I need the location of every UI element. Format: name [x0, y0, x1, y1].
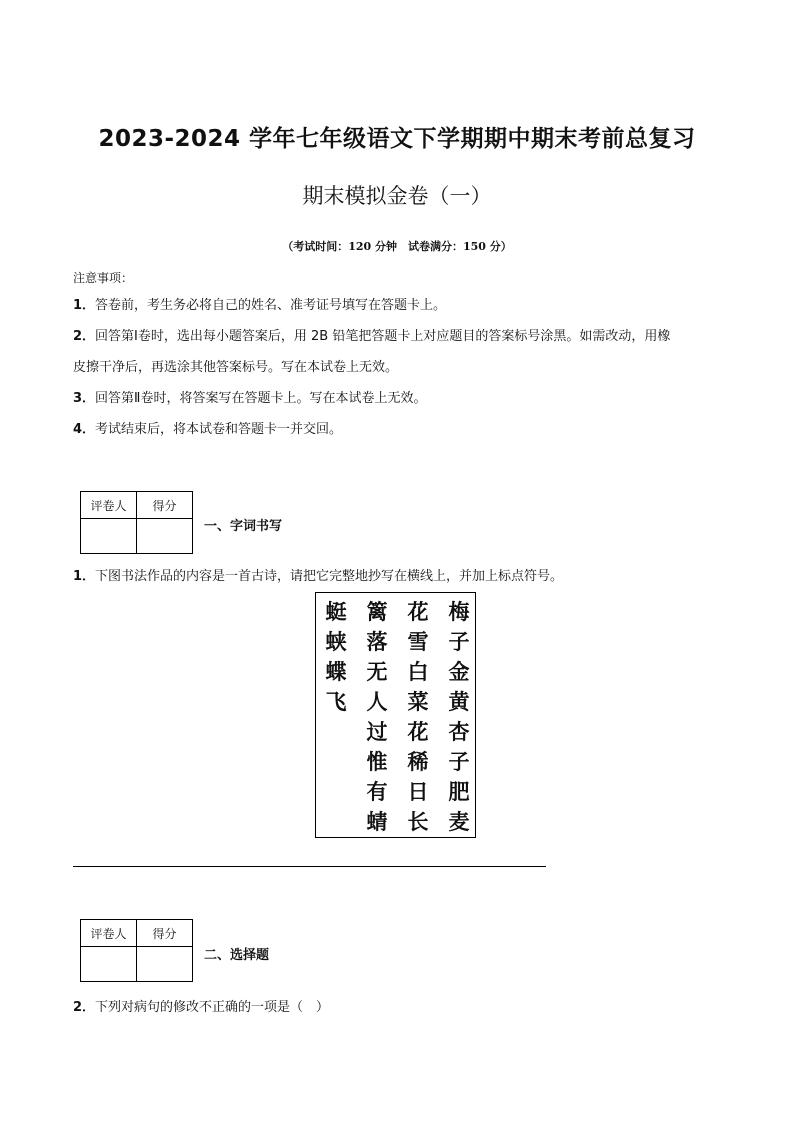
- question-number: 1．: [73, 569, 96, 584]
- calligraphy-column-1: [444, 597, 474, 837]
- grader-label: 评卷人: [81, 920, 137, 947]
- calligraphy-char: 日: [407, 779, 429, 804]
- calligraphy-column-2: [403, 597, 433, 837]
- question-text: 下图书法作品的内容是一首古诗，请把它完整地抄写在横线上，并加上标点符号。: [95, 569, 564, 584]
- answer-line[interactable]: [73, 866, 546, 867]
- calligraphy-char: 麦: [448, 809, 470, 834]
- calligraphy-char: 有: [366, 779, 388, 804]
- calligraphy-char: 菜: [407, 689, 429, 714]
- calligraphy-char: 花: [407, 719, 429, 744]
- note-number: 2．: [73, 329, 96, 344]
- note-item: [73, 352, 723, 383]
- note-number: 3．: [73, 391, 96, 406]
- notes-section: [73, 266, 723, 445]
- score-table-section1: [80, 491, 193, 554]
- calligraphy-char: 蜓: [325, 599, 347, 624]
- note-text: 考试结束后，将本试卷和答题卡一并交回。: [95, 422, 343, 437]
- calligraphy-char: 金: [448, 659, 470, 684]
- calligraphy-char: 杏: [448, 719, 470, 744]
- calligraphy-char: 雪: [407, 629, 429, 654]
- calligraphy-column-4: [321, 597, 351, 717]
- exam-subtitle: 期末模拟金卷（一）: [302, 184, 492, 208]
- note-text: 回答第Ⅱ卷时，将答案写在答题卡上。写在本试卷上无效。: [95, 391, 427, 406]
- calligraphy-char: 梅: [448, 599, 470, 624]
- question-1: [73, 565, 563, 584]
- note-number: 4．: [73, 422, 96, 437]
- calligraphy-image: [315, 592, 476, 838]
- note-text: 皮擦干净后，再选涂其他答案标号。写在本试卷上无效。: [73, 360, 399, 375]
- calligraphy-char: 花: [407, 599, 429, 624]
- calligraphy-char: 惟: [366, 749, 388, 774]
- note-text: 答卷前，考生务必将自己的姓名、准考证号填写在答题卡上。: [95, 298, 447, 313]
- calligraphy-char: 人: [366, 689, 388, 714]
- calligraphy-char: 肥: [448, 779, 470, 804]
- score-label: 得分: [137, 920, 193, 947]
- calligraphy-char: 稀: [407, 749, 429, 774]
- note-item: [73, 321, 723, 352]
- calligraphy-char: 蝶: [325, 659, 347, 684]
- note-item: [73, 414, 723, 445]
- section2-title: 二、选择题: [204, 948, 270, 963]
- calligraphy-char: 黄: [448, 689, 470, 714]
- exam-title: 2023-2024 学年七年级语文下学期期中期末考前总复习: [98, 126, 696, 152]
- note-item: [73, 383, 723, 414]
- calligraphy-char: 无: [366, 659, 388, 684]
- score-table-section2: [80, 919, 193, 982]
- calligraphy-char: 蜻: [366, 809, 388, 834]
- calligraphy-char: 飞: [325, 689, 347, 714]
- calligraphy-char: 过: [366, 719, 388, 744]
- notes-heading: 注意事项：: [73, 271, 134, 285]
- grader-cell[interactable]: [81, 519, 137, 554]
- calligraphy-column-3: [362, 597, 392, 837]
- question-number: 2．: [73, 1000, 96, 1015]
- section1-title: 一、字词书写: [204, 519, 283, 534]
- score-label: 得分: [137, 492, 193, 519]
- calligraphy-char: 落: [366, 629, 388, 654]
- note-item: [73, 290, 723, 321]
- calligraphy-char: 长: [407, 809, 429, 834]
- calligraphy-char: 蛱: [325, 629, 347, 654]
- calligraphy-char: 白: [407, 659, 429, 684]
- calligraphy-char: 篱: [366, 599, 388, 624]
- note-number: 1．: [73, 298, 96, 313]
- grader-cell[interactable]: [81, 947, 137, 982]
- calligraphy-char: 子: [448, 749, 470, 774]
- question-2: [73, 996, 329, 1015]
- question-text: 下列对病句的修改不正确的一项是（ ）: [95, 1000, 330, 1015]
- score-cell[interactable]: [137, 947, 193, 982]
- exam-time-info: （考试时间：120 分钟 试卷满分：150 分）: [282, 240, 512, 253]
- score-cell[interactable]: [137, 519, 193, 554]
- grader-label: 评卷人: [81, 492, 137, 519]
- note-text: 回答第Ⅰ卷时，选出每小题答案后，用 2B 铅笔把答题卡上对应题目的答案标号涂黑。如需改动，用橡: [95, 329, 671, 344]
- calligraphy-char: 子: [448, 629, 470, 654]
